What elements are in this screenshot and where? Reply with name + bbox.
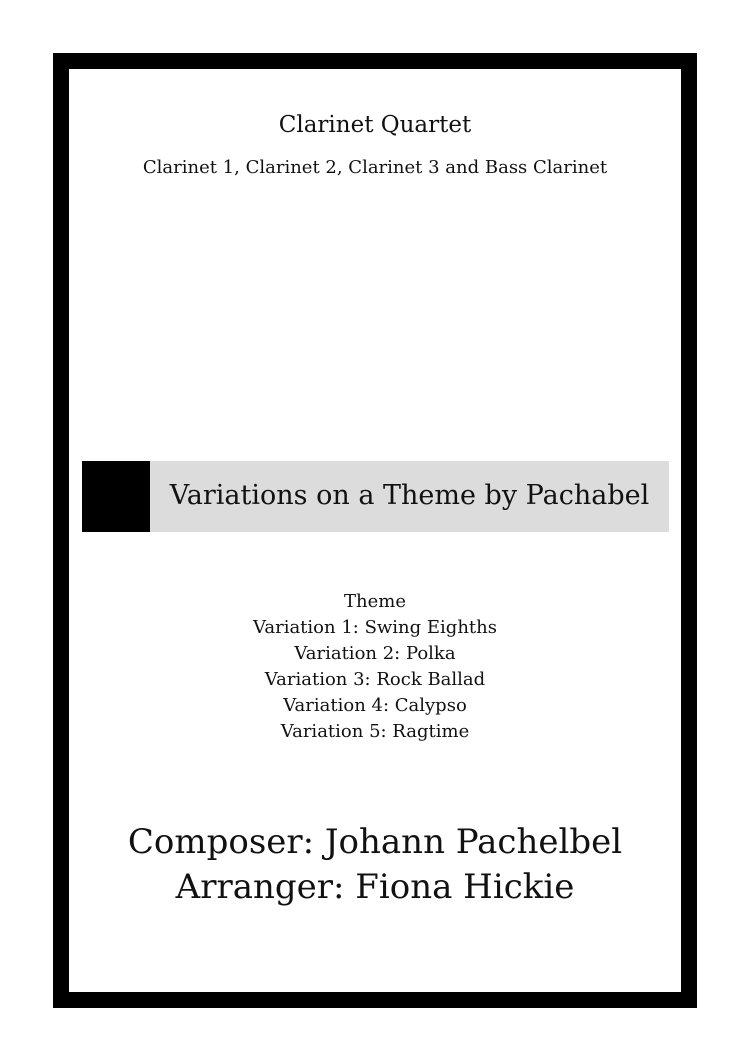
movement-item: Theme [344,591,406,612]
movement-item: Variation 1: Swing Eighths [253,617,497,638]
title-band [82,461,669,532]
composer-credit: Composer: Johann Pachelbel [127,822,623,862]
movement-item: Variation 2: Polka [294,643,456,664]
main-title: Variations on a Theme by Pachabel [169,480,650,511]
movement-item: Variation 5: Ragtime [280,721,470,742]
ensemble-title: Clarinet Quartet [278,112,472,138]
title-block-decoration [82,461,150,532]
instrumentation-line: Clarinet 1, Clarinet 2, Clarinet 3 and Bass Clarinet [142,157,608,178]
movement-item: Variation 4: Calypso [283,695,467,716]
movement-item: Variation 3: Rock Ballad [264,669,486,690]
movement-list [0,589,750,745]
arranger-credit: Arranger: Fiona Hickie [175,867,575,907]
